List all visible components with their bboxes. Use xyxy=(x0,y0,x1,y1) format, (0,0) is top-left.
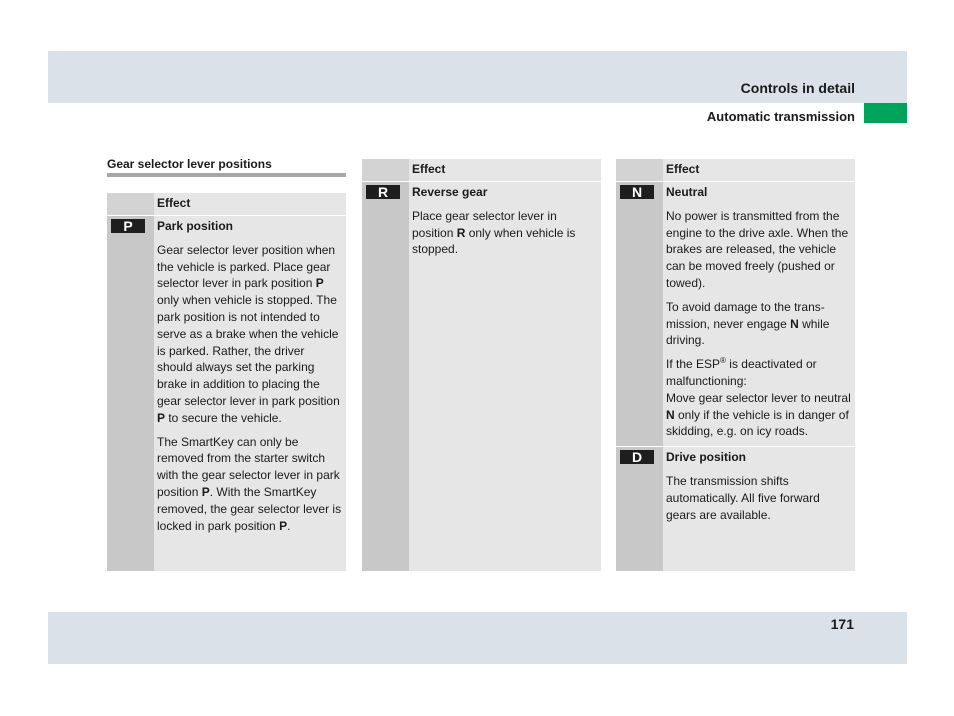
symbol-cell xyxy=(107,216,154,571)
table-header-row xyxy=(362,159,601,182)
effect-cell xyxy=(663,182,855,446)
neutral-esp-note: If the ESP® is deactivated or malfunctioning: Move gear selector lever to neutral N only if the vehicle is in danger of skidding, e.g. on icy roads. xyxy=(666,356,851,439)
gear-n-symbol: N xyxy=(620,185,654,199)
effect-header: Effect xyxy=(154,193,346,215)
table-row-neutral xyxy=(616,182,855,447)
table-row-drive xyxy=(616,447,855,572)
park-description: Gear selector lever position when the vehicle is parked. Place gear selector lever in park position P only when vehicle is stopped. The park position is not intended to serve as a brake when the vehicle is parked. Rather, the driver should always set the parking brake in addition to placing the gear selector lever in park position P to secure the vehicle. xyxy=(157,242,340,425)
effect-header: Effect xyxy=(663,159,855,181)
table-row-reverse xyxy=(362,182,601,572)
effect-cell xyxy=(663,447,855,571)
symbol-header-cell xyxy=(616,159,663,181)
effect-header: Effect xyxy=(409,159,601,181)
neutral-warning: To avoid damage to the trans-mission, never engage N while driving. xyxy=(666,299,830,348)
table-heading: Gear selector lever positions xyxy=(107,157,272,171)
gear-r-symbol: R xyxy=(366,185,400,199)
table-reverse xyxy=(362,159,601,572)
table-header-row xyxy=(616,159,855,182)
park-title: Park position xyxy=(157,219,234,233)
effect-cell xyxy=(154,216,346,571)
reverse-description: Place gear selector lever in position R only when vehicle is stopped. xyxy=(412,208,576,257)
table-park xyxy=(107,193,346,572)
symbol-cell xyxy=(616,447,663,571)
footer-band xyxy=(48,612,907,664)
subsection-title: Automatic transmission xyxy=(706,109,855,124)
gear-p-symbol: P xyxy=(111,219,145,233)
page-number: 171 xyxy=(830,616,854,632)
effect-cell xyxy=(409,182,601,571)
drive-description: The transmission shifts automatically. All five forward gears are available. xyxy=(666,473,820,522)
table-header-row xyxy=(107,193,346,216)
park-smartkey-note: The SmartKey can only be removed from the starter switch with the gear selector lever in park position P. With the SmartKey removed, the gear selector lever is locked in park position P. xyxy=(157,434,342,533)
gear-d-symbol: D xyxy=(620,450,654,464)
table-neutral-drive xyxy=(616,159,855,572)
table-row-park xyxy=(107,216,346,572)
neutral-title: Neutral xyxy=(666,185,708,199)
reverse-title: Reverse gear xyxy=(412,185,488,199)
section-tab-marker xyxy=(864,103,907,123)
symbol-header-cell xyxy=(107,193,154,215)
symbol-cell xyxy=(362,182,409,571)
symbol-header-cell xyxy=(362,159,409,181)
neutral-description: No power is transmitted from the engine to the drive axle. When the brakes are released, the vehicle can be moved freely (pushed or towed). xyxy=(666,208,849,290)
drive-title: Drive position xyxy=(666,450,747,465)
heading-rule xyxy=(107,173,346,177)
section-title: Controls in detail xyxy=(740,80,855,96)
symbol-cell xyxy=(616,182,663,446)
